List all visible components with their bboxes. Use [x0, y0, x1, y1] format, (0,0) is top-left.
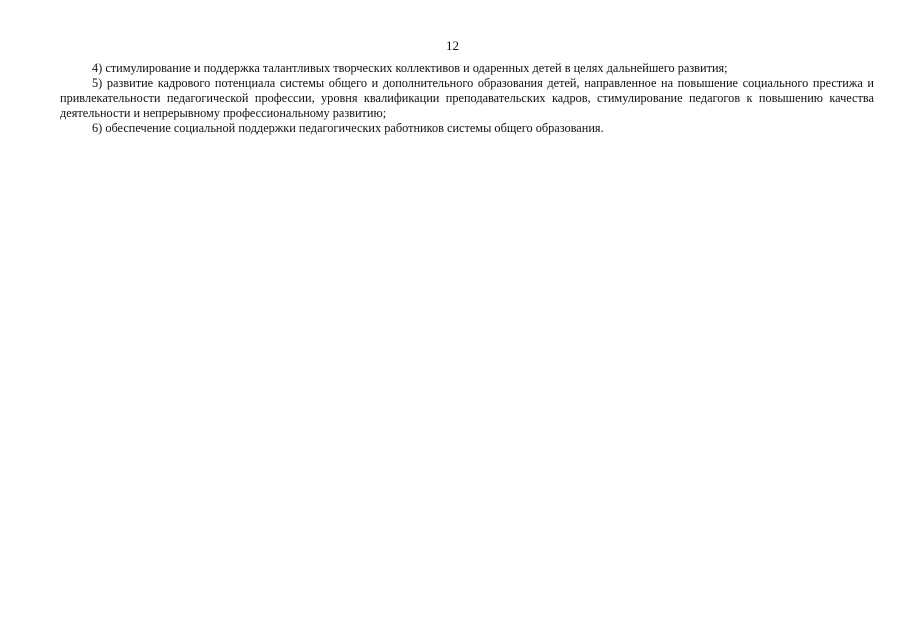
list-item-6: 6) обеспечение социальной поддержки педагогических работников системы общего образования. — [92, 121, 604, 135]
list-item-5: 5) развитие кадрового потенциала системы общего и дополнительного образования детей, направленное на повышение социального престижа и привлекательности педагогической профессии, уровня квалификации преподавательских кадров, стимулирование педагогов к повышению качества деятельности и непрерывному профессиональному развитию; — [60, 76, 874, 120]
page-number: 12 — [446, 38, 459, 53]
list-item-4: 4) стимулирование и поддержка талантливых творческих коллективов и одаренных детей в целях дальнейшего развития; — [92, 61, 728, 75]
document-body — [60, 61, 874, 136]
